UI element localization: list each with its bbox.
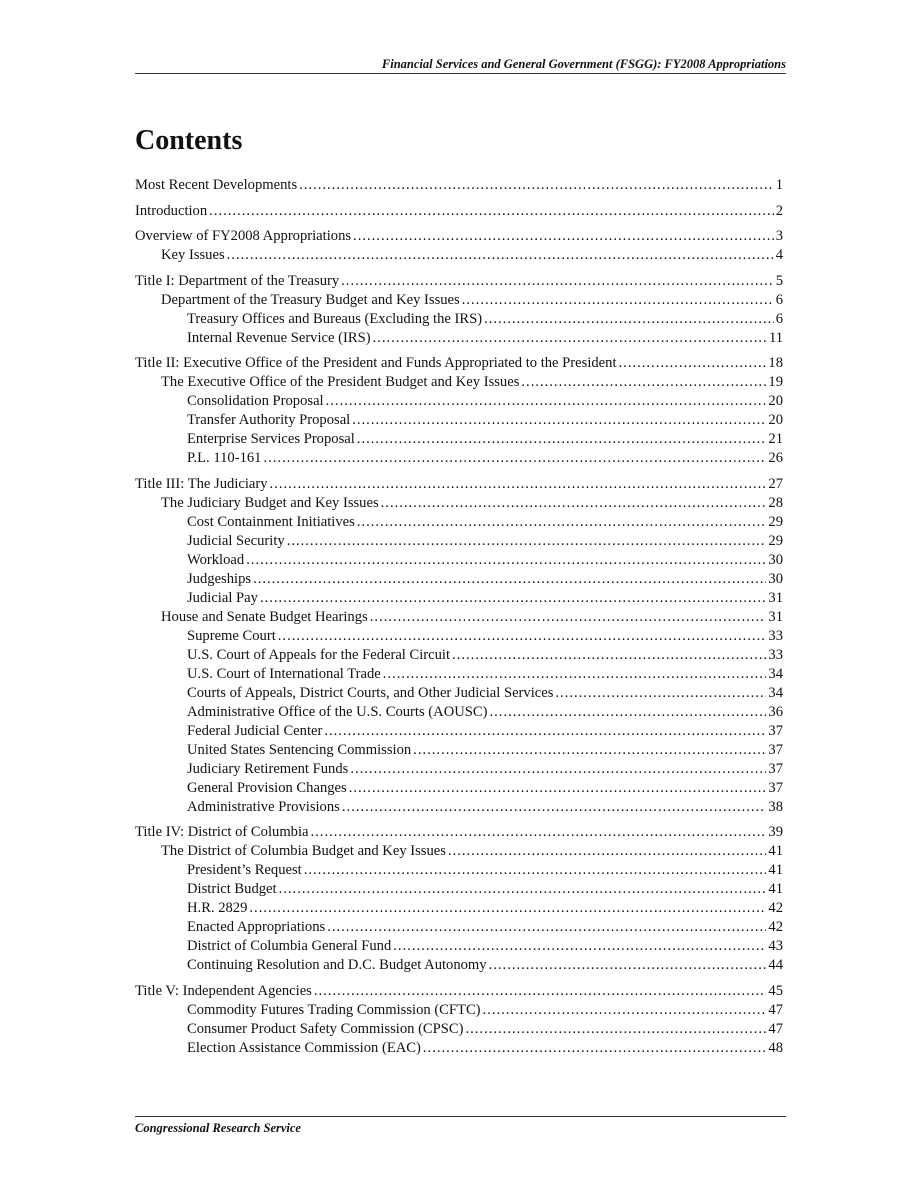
toc-entry-page-number: 36 (768, 703, 783, 720)
toc-entry-label: The District of Columbia Budget and Key Issues (161, 843, 446, 859)
dot-leader (357, 513, 767, 532)
dot-leader (227, 246, 774, 265)
toc-entry-label: District of Columbia General Fund (187, 938, 392, 954)
toc-entry-page-number: 3 (775, 228, 783, 244)
toc-entry-page-number: 21 (768, 431, 783, 447)
toc-entry-label: Election Assistance Commission (EAC) (187, 1039, 421, 1056)
toc-entry[interactable] (135, 722, 783, 741)
toc-entry[interactable] (135, 982, 783, 1001)
toc-entry-page-number: 33 (768, 627, 783, 644)
toc-entry-page-number: 33 (768, 646, 783, 663)
dot-leader (373, 329, 767, 348)
dot-leader (327, 918, 766, 937)
toc-entry-label: Title I: Department of the Treasury (135, 272, 340, 289)
dot-leader (448, 842, 766, 861)
toc-entry-label: The Judiciary Budget and Key Issues (161, 494, 379, 511)
toc-entry-page-number: 39 (768, 824, 783, 840)
toc-entry-page-number: 29 (768, 532, 783, 549)
dot-leader (324, 722, 766, 741)
toc-entry-page-number: 37 (768, 741, 783, 758)
toc-entry[interactable] (135, 1039, 783, 1058)
dot-leader (381, 494, 767, 513)
toc-entry[interactable] (135, 373, 783, 392)
toc-entry-label: P.L. 110-161 (187, 450, 262, 466)
toc-entry[interactable] (135, 608, 783, 627)
page-title: Contents (135, 125, 243, 156)
dot-leader (304, 861, 767, 880)
toc-entry[interactable] (135, 684, 783, 703)
dot-leader (263, 449, 766, 468)
toc-entry-page-number: 48 (768, 1039, 783, 1056)
toc-entry-label: Key Issues (161, 247, 225, 263)
toc-entry[interactable] (135, 589, 783, 608)
dot-leader (353, 227, 774, 246)
dot-leader (465, 1020, 766, 1039)
dot-leader (521, 373, 766, 392)
dot-leader (413, 741, 766, 760)
dot-leader (383, 665, 767, 684)
toc-entry-label: Introduction (135, 202, 208, 219)
toc-entry[interactable] (135, 779, 783, 798)
toc-entry-page-number: 31 (768, 589, 783, 606)
toc-entry-label: Judgeships (187, 570, 252, 587)
dot-leader (270, 475, 767, 494)
toc-entry-page-number: 42 (768, 900, 783, 916)
dot-leader (484, 310, 774, 329)
toc-entry-page-number: 41 (768, 862, 783, 878)
dot-leader (209, 202, 774, 221)
dot-leader (249, 899, 766, 918)
toc-entry[interactable] (135, 741, 783, 760)
toc-entry[interactable] (135, 880, 783, 899)
toc-entry-label: District Budget (187, 881, 277, 897)
toc-entry[interactable] (135, 176, 783, 195)
toc-entry-label: President’s Request (187, 862, 302, 878)
dot-leader (352, 411, 766, 430)
dot-leader (253, 570, 766, 589)
header-rule (135, 73, 786, 74)
dot-leader (489, 956, 767, 975)
toc-entry-label: The Executive Office of the President Budget and Key Issues (161, 374, 520, 390)
toc-entry-page-number: 6 (775, 291, 783, 308)
toc-entry-label: United States Sentencing Commission (187, 741, 412, 758)
dot-leader (370, 608, 767, 627)
toc-entry-page-number: 43 (768, 938, 783, 954)
toc-entry-page-number: 41 (768, 843, 783, 859)
toc-entry-label: Consumer Product Safety Commission (CPSC) (187, 1020, 464, 1037)
toc-entry-label: Cost Containment Initiatives (187, 513, 355, 530)
dot-leader (349, 779, 767, 798)
dot-leader (299, 176, 774, 195)
toc-entry-label: Federal Judicial Center (187, 722, 323, 739)
toc-entry-page-number: 37 (768, 722, 783, 739)
toc-entry[interactable] (135, 665, 783, 684)
toc-entry[interactable] (135, 430, 783, 449)
toc-entry-label: Title III: The Judiciary (135, 475, 268, 492)
toc-entry-page-number: 47 (768, 1020, 783, 1037)
dot-leader (246, 551, 766, 570)
toc-entry-label: U.S. Court of Appeals for the Federal Circuit (187, 646, 451, 663)
toc-entry[interactable] (135, 272, 783, 291)
toc-entry[interactable] (135, 227, 783, 246)
toc-entry-label: House and Senate Budget Hearings (161, 608, 368, 625)
toc-entry[interactable] (135, 798, 783, 817)
dot-leader (462, 291, 774, 310)
toc-entry[interactable] (135, 310, 783, 329)
dot-leader (311, 823, 767, 842)
toc-entry-page-number: 37 (768, 760, 783, 777)
toc-entry[interactable] (135, 570, 783, 589)
toc-entry-page-number: 28 (768, 494, 783, 511)
toc-entry-page-number: 2 (775, 202, 783, 219)
dot-leader (314, 982, 767, 1001)
toc-entry-page-number: 20 (768, 412, 783, 428)
toc-entry-page-number: 6 (775, 310, 783, 327)
toc-entry-page-number: 27 (768, 475, 783, 492)
toc-entry-page-number: 37 (768, 779, 783, 796)
toc-entry-label: Continuing Resolution and D.C. Budget Autonomy (187, 957, 487, 973)
dot-leader (260, 589, 766, 608)
toc-entry-label: Judicial Security (187, 532, 285, 549)
toc-entry-label: General Provision Changes (187, 779, 347, 796)
running-header: Financial Services and General Government (FSGG): FY2008 Appropriations (381, 57, 786, 71)
toc-entry-page-number: 30 (768, 570, 783, 587)
toc-entry[interactable] (135, 760, 783, 779)
footer-rule (135, 1116, 786, 1117)
toc-entry[interactable] (135, 823, 783, 842)
toc-entry-page-number: 19 (768, 374, 783, 390)
toc-entry-label: Workload (187, 551, 245, 568)
dot-leader (555, 684, 766, 703)
toc-entry-label: Administrative Provisions (187, 798, 340, 815)
toc-entry-label: Enacted Appropriations (187, 919, 326, 935)
toc-entry-page-number: 34 (768, 684, 783, 701)
toc-entry[interactable] (135, 246, 783, 265)
toc-entry[interactable] (135, 411, 783, 430)
toc-entry-page-number: 29 (768, 513, 783, 530)
toc-entry[interactable] (135, 475, 783, 494)
toc-entry[interactable] (135, 1001, 783, 1020)
toc-entry-label: H.R. 2829 (187, 900, 248, 916)
dot-leader (483, 1001, 767, 1020)
dot-leader (287, 532, 767, 551)
toc-entry-page-number: 5 (775, 272, 783, 289)
toc-entry-label: Judicial Pay (187, 589, 258, 606)
dot-leader (350, 760, 766, 779)
toc-entry[interactable] (135, 329, 783, 348)
toc-entry-label: Transfer Authority Proposal (187, 412, 351, 428)
toc-entry[interactable] (135, 449, 783, 468)
toc-entry-page-number: 1 (775, 177, 783, 193)
toc-entry-label: Courts of Appeals, District Courts, and Other Judicial Services (187, 684, 554, 701)
toc-entry[interactable] (135, 291, 783, 310)
toc-entry[interactable] (135, 532, 783, 551)
toc-entry-label: Title IV: District of Columbia (135, 824, 309, 840)
toc-entry-page-number: 11 (768, 329, 783, 346)
table-of-contents (135, 176, 783, 1058)
toc-entry[interactable] (135, 842, 783, 861)
dot-leader (341, 272, 774, 291)
toc-entry-page-number: 34 (768, 665, 783, 682)
toc-entry[interactable] (135, 513, 783, 532)
toc-entry-label: Overview of FY2008 Appropriations (135, 228, 352, 244)
toc-entry-label: Commodity Futures Trading Commission (CFTC) (187, 1001, 481, 1018)
dot-leader (452, 646, 766, 665)
toc-entry[interactable] (135, 551, 783, 570)
dot-leader (423, 1039, 767, 1058)
toc-entry-label: Consolidation Proposal (187, 393, 324, 409)
toc-entry-page-number: 38 (768, 798, 783, 815)
toc-entry[interactable] (135, 494, 783, 513)
dot-leader (357, 430, 767, 449)
toc-entry-label: Most Recent Developments (135, 177, 298, 193)
toc-entry[interactable] (135, 703, 783, 722)
toc-entry-label: Internal Revenue Service (IRS) (187, 329, 371, 346)
dot-leader (279, 880, 767, 899)
dot-leader (326, 392, 767, 411)
dot-leader (278, 627, 767, 646)
toc-entry-page-number: 42 (768, 919, 783, 935)
toc-entry[interactable] (135, 918, 783, 937)
toc-entry-page-number: 4 (775, 247, 783, 263)
toc-entry-page-number: 20 (768, 393, 783, 409)
toc-entry-label: Treasury Offices and Bureaus (Excluding the IRS) (187, 310, 483, 327)
toc-entry-page-number: 31 (768, 608, 783, 625)
toc-entry[interactable] (135, 392, 783, 411)
toc-entry-label: Judiciary Retirement Funds (187, 760, 349, 777)
toc-entry-page-number: 45 (768, 982, 783, 999)
toc-entry-label: Supreme Court (187, 627, 276, 644)
toc-entry-page-number: 26 (768, 450, 783, 466)
toc-entry-page-number: 30 (768, 551, 783, 568)
toc-entry[interactable] (135, 202, 783, 221)
toc-entry[interactable] (135, 937, 783, 956)
dot-leader (619, 354, 767, 373)
toc-entry-label: Title II: Executive Office of the President and Funds Appropriated to the President (135, 355, 617, 371)
toc-entry-label: U.S. Court of International Trade (187, 665, 381, 682)
toc-entry[interactable] (135, 627, 783, 646)
toc-entry-label: Department of the Treasury Budget and Key Issues (161, 291, 460, 308)
toc-entry[interactable] (135, 861, 783, 880)
toc-entry-page-number: 18 (768, 355, 783, 371)
dot-leader (342, 798, 767, 817)
toc-entry[interactable] (135, 899, 783, 918)
toc-entry[interactable] (135, 354, 783, 373)
toc-entry-label: Title V: Independent Agencies (135, 982, 312, 999)
toc-entry-label: Administrative Office of the U.S. Courts (AOUSC) (187, 703, 488, 720)
dot-leader (490, 703, 767, 722)
running-footer: Congressional Research Service (135, 1121, 301, 1135)
toc-entry-page-number: 47 (768, 1001, 783, 1018)
dot-leader (393, 937, 766, 956)
toc-entry[interactable] (135, 956, 783, 975)
toc-entry-page-number: 41 (768, 881, 783, 897)
toc-entry[interactable] (135, 1020, 783, 1039)
toc-entry[interactable] (135, 646, 783, 665)
toc-entry-label: Enterprise Services Proposal (187, 431, 355, 447)
toc-entry-page-number: 44 (768, 957, 783, 973)
